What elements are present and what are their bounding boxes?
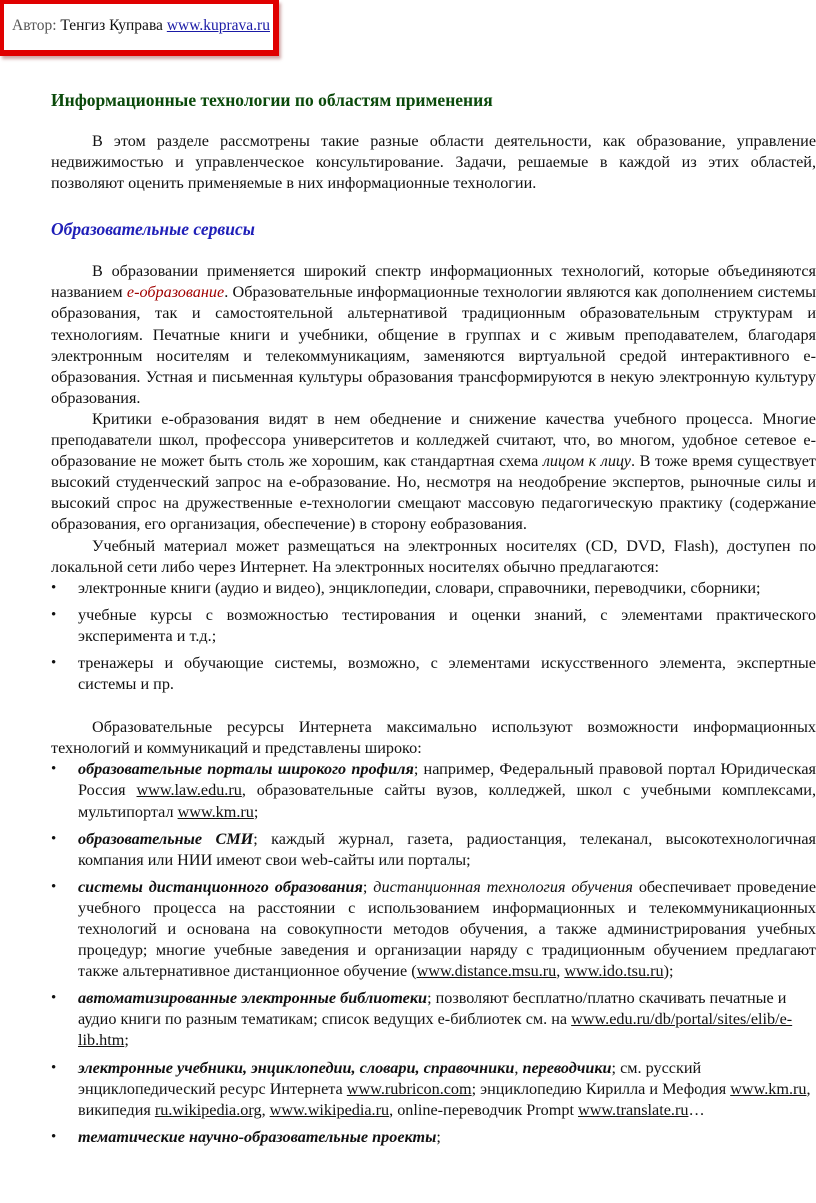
section-heading: Образовательные сервисы	[51, 219, 255, 240]
link-rubricon[interactable]: www.rubricon.com	[346, 1079, 472, 1098]
bullet-icon: •	[51, 579, 57, 596]
author-site-link[interactable]: www.kuprava.ru	[166, 17, 270, 34]
page-title: Информационные технологии по областям применения	[51, 90, 493, 110]
bullet-icon: •	[51, 761, 57, 778]
list-item: • автоматизированные электронные библиотеки; позволяют бесплатно/платно скачивать печатные и аудио книги по разным тематикам; список ведущих е-библиотек см. на www.edu.ru/db/portal/sites/elib/e-lib.htm;	[51, 989, 793, 1050]
bullet-icon: •	[51, 1059, 57, 1076]
face-to-face-term: лицом к лицу	[542, 452, 631, 471]
document-body	[51, 88, 816, 1154]
e-education-term: е-образование	[126, 283, 225, 302]
paragraph-critics: Критики е-образования видят в нем обеднение и снижение качества учебного процесса. Многие преподаватели школ, профессора университетов и колледжей считают, что, во многом, удобное сетевое е-образование не может быть столь же хорошим, как стандартная схема лицом к лицу. В тоже время существует высокий студенческий запрос на е-образование. Но, несмотря на неодобрение экспертов, рыночные силы и высокий спрос на дружественные е-технологии смещают массовую педагогическую практику (содержание образования, его организация, обеспечение) в сторону еобразования.	[51, 409, 816, 534]
bullet-icon: •	[51, 1128, 57, 1145]
list-item: • тематические научно-образовательные проекты;	[51, 1127, 816, 1148]
link-km[interactable]: www.km.ru	[177, 802, 254, 821]
bullet-icon: •	[51, 830, 57, 847]
author-name: Тенгиз Куправа	[60, 17, 163, 34]
list-item: • учебные курсы с возможностью тестирования и оценки знаний, с элементами практического эксперимента и т.д.;	[51, 605, 816, 645]
link-translate[interactable]: www.translate.ru	[578, 1100, 689, 1119]
author-highlight-box	[0, 0, 279, 56]
author-line	[12, 17, 270, 35]
bullet-icon: •	[51, 990, 57, 1007]
paragraph-internet-resources: Образовательные ресурсы Интернета максимально используют возможности информационных технологий и коммуникаций и представлены широко:	[51, 718, 816, 758]
paragraph-e-education: В образовании применяется широкий спектр информационных технологий, которые объединяются названием е-образование. Образовательные информационные технологии являются как дополнением системы образования, так и самостоятельной альтернативой традиционным образовательным структурам и технологиям. Печатные книги и учебники, общение в группах и с живым преподавателем, благодаря электронным носителям и телекоммуникациям, заменяются виртуальной средой интерактивного е-образования. Устная и письменная культуры образования трансформируются в некую электронную культуру образования.	[51, 262, 816, 407]
list-item: • образовательные порталы широкого профиля; например, Федеральный правовой портал Юридическая Россия www.law.edu.ru, образовательные сайты вузов, колледжей, школ с учебными комплексами, мультипортал www.km.ru;	[51, 760, 816, 821]
list-item: • электронные книги (аудио и видео), энциклопедии, словари, справочники, переводчики, сборники;	[51, 578, 816, 599]
media-list	[51, 578, 816, 695]
link-ru-wikipedia[interactable]: ru.wikipedia.org	[154, 1100, 262, 1119]
list-item: • образовательные СМИ; каждый журнал, газета, радиостанция, телеканал, высокотехнологичная компания или НИИ имеют свои web-сайты или порталы;	[51, 829, 816, 869]
bullet-icon: •	[51, 654, 57, 671]
link-km-2[interactable]: www.km.ru	[730, 1079, 807, 1098]
link-law-edu[interactable]: www.law.edu.ru	[136, 781, 242, 800]
intro-paragraph: В этом разделе рассмотрены такие разные области деятельности, как образование, управление недвижимостью и управленческое консультирование. Задачи, решаемые в каждой из этих областей, позволяют оценить применяемые в них информационные технологии.	[51, 132, 816, 193]
bullet-icon: •	[51, 878, 57, 895]
link-wikipedia-ru[interactable]: www.wikipedia.ru	[269, 1100, 390, 1119]
bullet-icon: •	[51, 606, 57, 623]
link-distance-msu[interactable]: www.distance.msu.ru	[416, 962, 557, 981]
internet-resources-list	[51, 759, 816, 1148]
link-ido-tsu[interactable]: www.ido.tsu.ru	[564, 962, 664, 981]
list-item: • тренажеры и обучающие системы, возможно, с элементами искусственного элемента, экспертные системы и пр.	[51, 653, 816, 694]
author-label: Автор:	[12, 17, 57, 34]
link-elib[interactable]: www.edu.ru/db/portal/sites/elib/e-lib.htm	[78, 1010, 793, 1050]
list-item: • электронные учебники, энциклопедии, словари, справочники, переводчики; см. русский энциклопедический ресурс Интернета www.rubricon.com; энциклопедию Кирилла и Мефодия www.km.ru, википедия ru.wikipedia.org, www.wikipedia.ru, online-переводчик Prompt www.translate.ru…	[51, 1058, 811, 1119]
paragraph-media: Учебный материал может размещаться на электронных носителях (CD, DVD, Flash), доступен по локальной сети либо через Интернет. На электронных носителях обычно предлагаются:	[51, 536, 816, 576]
list-item: • системы дистанционного образования; дистанционная технология обучения обеспечивает проведение учебного процесса на расстоянии с использованием информационных и телекоммуникационных технологий и основана на совокупности методов обучения, а также администрирования учебных процедур; многие учебные заведения и организации наряду с традиционным обучением предлагают также альтернативное дистанционное обучение (www.distance.msu.ru, www.ido.tsu.ru);	[51, 877, 816, 981]
